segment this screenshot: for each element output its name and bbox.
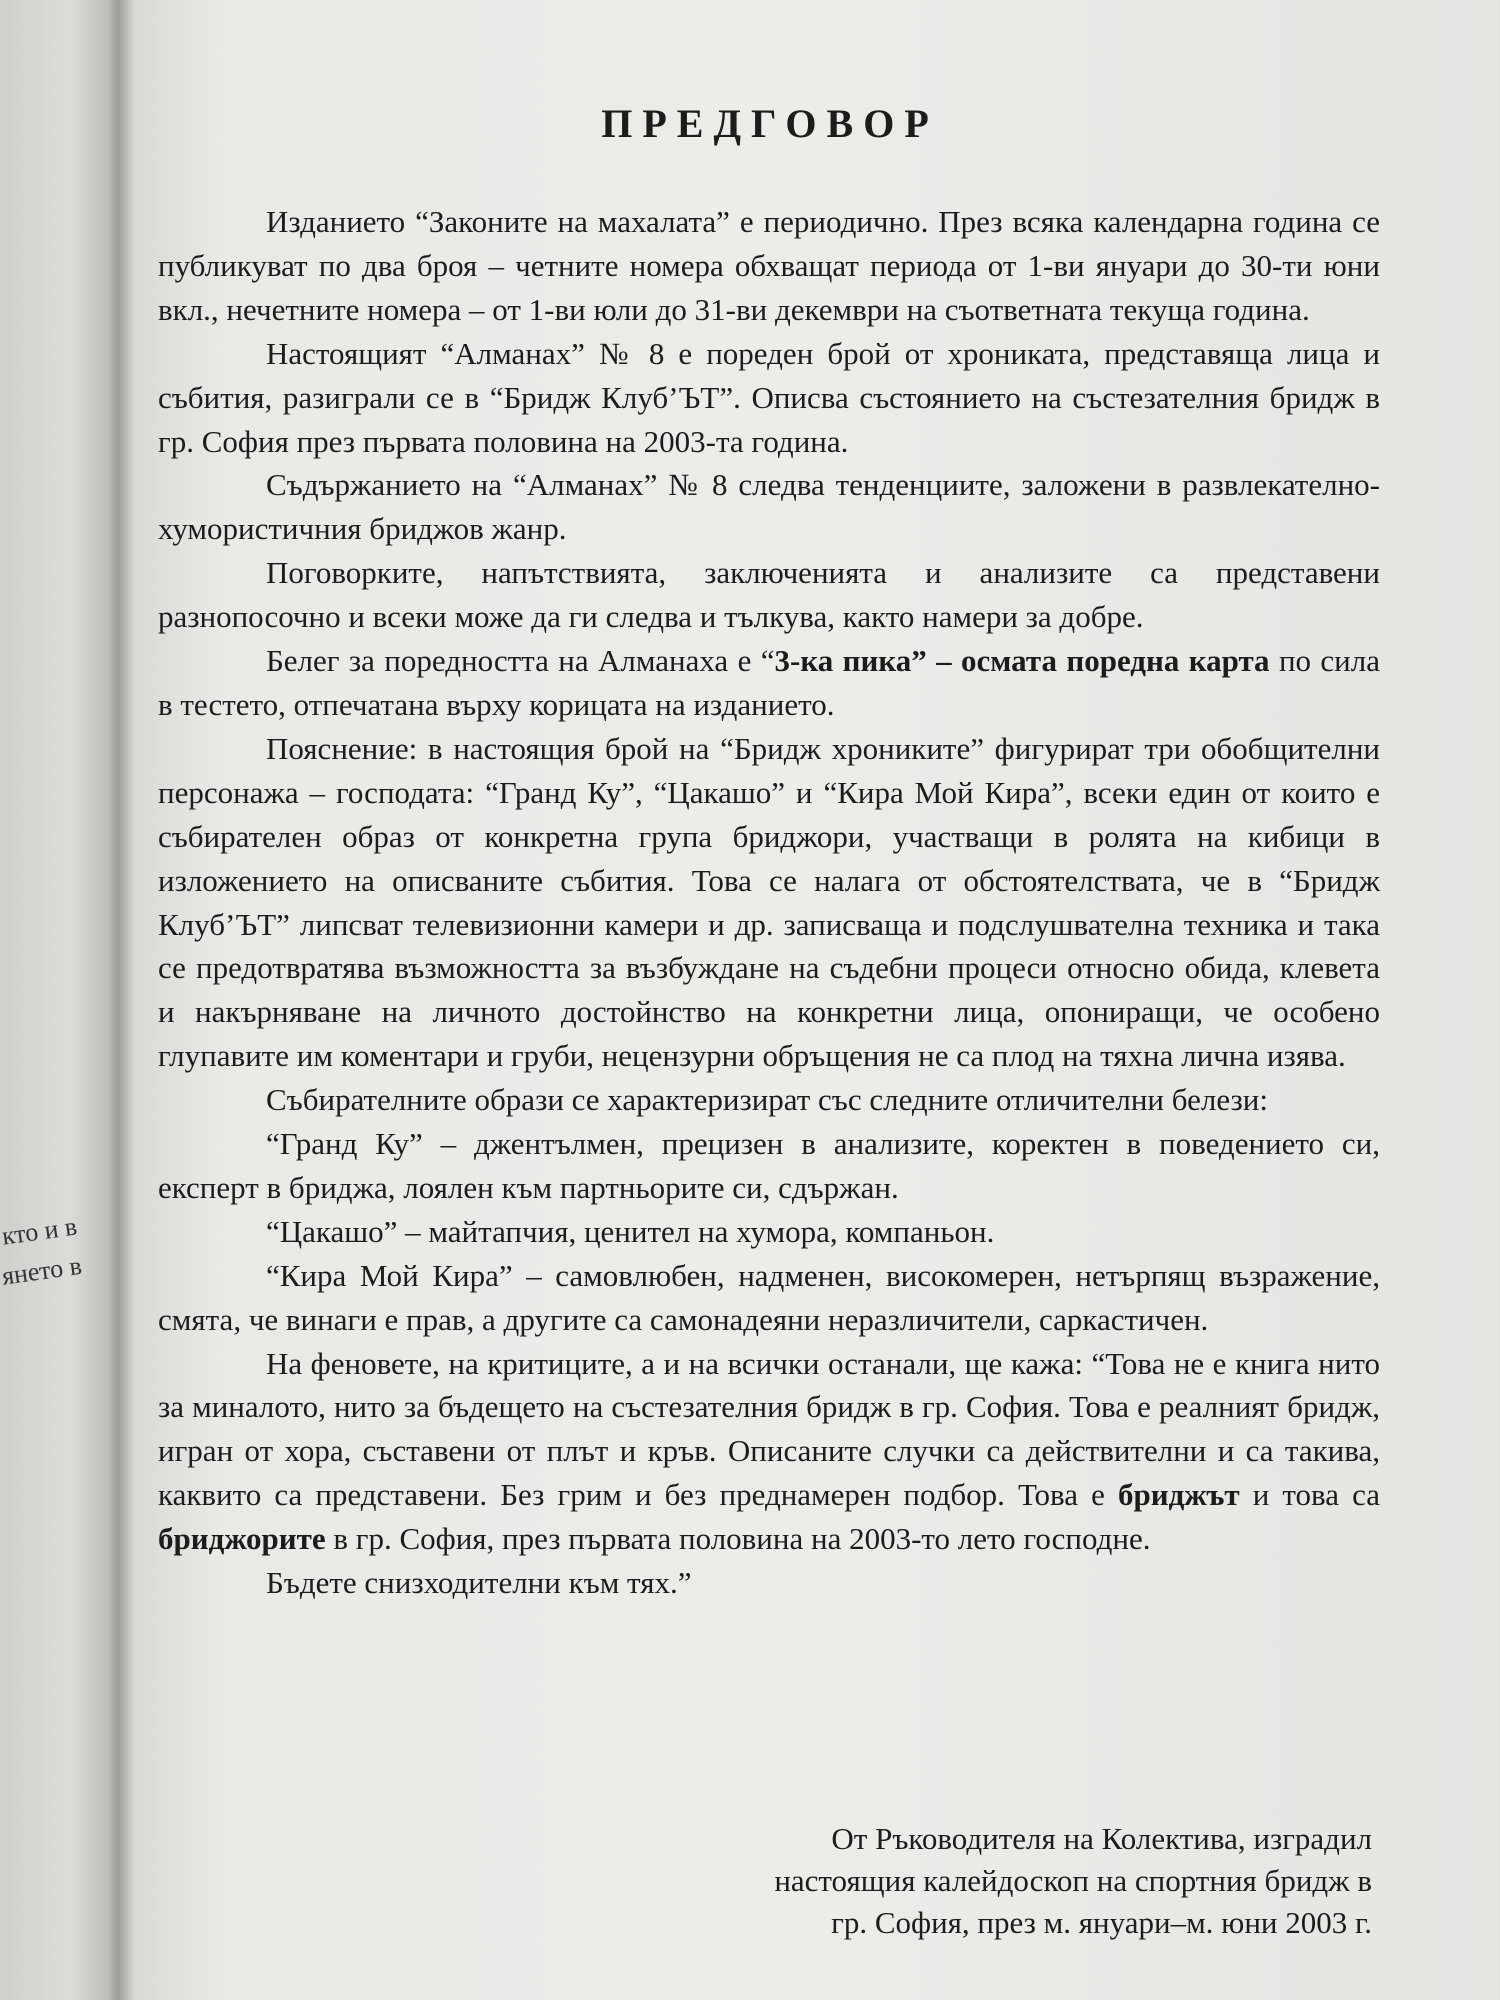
- paragraph-text: На феновете, на критиците, а и на всички останали, ще кажа: “Това не е книга нито за миналото, нито за бъдещето на състезателния бридж в гр. София. Това е реалният бридж, игран от хора, съставени от плът и кръв. Описаните случки са действителни и са такива, каквито са представени. Без грим и без преднамерен подбор. Това е: [158, 1345, 1380, 1513]
- paragraph: [158, 1210, 1380, 1254]
- paragraph-text: по сила в тестето, отпечатана върху корицата на изданието.: [158, 643, 1381, 722]
- paragraph-text: Белег за поредността на Алманаха е “: [266, 643, 775, 679]
- preface-body: [158, 200, 1380, 1605]
- bold-text: бриджорите: [158, 1521, 326, 1557]
- paragraph: [158, 1254, 1380, 1342]
- paragraph: [158, 1122, 1380, 1210]
- paragraph: [158, 200, 1380, 332]
- paragraph: [158, 727, 1380, 1078]
- paragraph: [158, 1342, 1380, 1562]
- paragraph-text: Настоящият “Алманах” № 8 е пореден брой от хрониката, представяща лица и събития, разиграли се в “Бридж Клуб’ЪТ”. Описва състоянието на състезателния бридж в гр. София през първата половина на 2003-та година.: [158, 335, 1380, 459]
- paragraph-text: Поговорките, напътствията, заключенията и анализите са представени разнопосочно и всеки може да ги следва и тълкува, както намери за добре.: [158, 555, 1380, 635]
- paragraph-text: Бъдете снизходителни към тях.”: [266, 1565, 692, 1601]
- paragraph: [158, 1561, 1380, 1605]
- facing-page-fragment: кто и в: [0, 1211, 79, 1251]
- paragraph-text: “Цакашо” – майтапчия, ценител на хумора, компаньон.: [266, 1213, 995, 1249]
- bold-text: 3-ка пика” – осмата поредна карта: [774, 643, 1270, 679]
- paragraph-text: Пояснение: в настоящия брой на “Бридж хрониките” фигурират три обобщителни персонажа – господата: “Гранд Ку”, “Цакашо” и “Кира Мой Кира”, всеки един от които е събирателен образ от конкретна група бриджори, участващи в ролята на кибици в изложението на описваните събития. Това се налага от обстоятелствата, че в “Бридж Клуб’ЪТ” липсват телевизионни камери и др. записваща и подслушвателна техника и така се предотвратява възможността за възбуждане на съдебни процеси относно обида, клевета и накърняване на личното достойнство на конкретни лица, опониращи, че особено глупавите им коментари и груби, нецензурни обръщения не са плод на тяхна лична изява.: [158, 730, 1380, 1074]
- signature-line: гр. София, през м. януари–м. юни 2003 г.: [831, 1905, 1372, 1940]
- bold-text: бриджът: [1117, 1477, 1240, 1513]
- paragraph-text: в гр. София, през първата половина на 2003-то лето господне.: [325, 1521, 1151, 1557]
- paragraph-text: Събирателните образи се характеризират със следните отличителни белези:: [266, 1082, 1268, 1118]
- paragraph: [158, 639, 1380, 727]
- paragraph-text: “Кира Мой Кира” – самовлюбен, надменен, високомерен, нетърпящ възражение, смята, че винаги е прав, а другите са самонадеяни неразличители, саркастичен.: [158, 1257, 1380, 1337]
- paragraph: [158, 1078, 1380, 1122]
- signature-block: [774, 1818, 1372, 1944]
- paragraph-text: и това са: [1239, 1477, 1380, 1513]
- paragraph: [158, 551, 1380, 639]
- signature-line: настоящия калейдоскоп на спортния бридж в: [774, 1863, 1372, 1898]
- paragraph-text: Изданието “Законите на махалата” е периодично. През всяка календарна година се публикуват по два броя – четните номера обхващат периода от 1-ви януари до 30-ти юни вкл., нечетните номера – от 1-ви юли до 31-ви декември на съответната текуща година.: [158, 204, 1380, 327]
- paragraph: [158, 463, 1380, 551]
- signature-line: От Ръководителя на Колектива, изградил: [831, 1821, 1372, 1856]
- paragraph-text: Съдържанието на “Алманах” № 8 следва тенденциите, заложени в развлекателно-хумористичния бриджов жанр.: [158, 467, 1380, 547]
- facing-page-fragment: янето в: [0, 1250, 84, 1291]
- paragraph-text: “Гранд Ку” – джентълмен, прецизен в анализите, коректен в поведението си, експерт в бриджа, лоялен към партньорите си, сдържан.: [158, 1126, 1380, 1205]
- page-title: ПРЕДГОВОР: [601, 101, 939, 146]
- paragraph: [158, 332, 1380, 464]
